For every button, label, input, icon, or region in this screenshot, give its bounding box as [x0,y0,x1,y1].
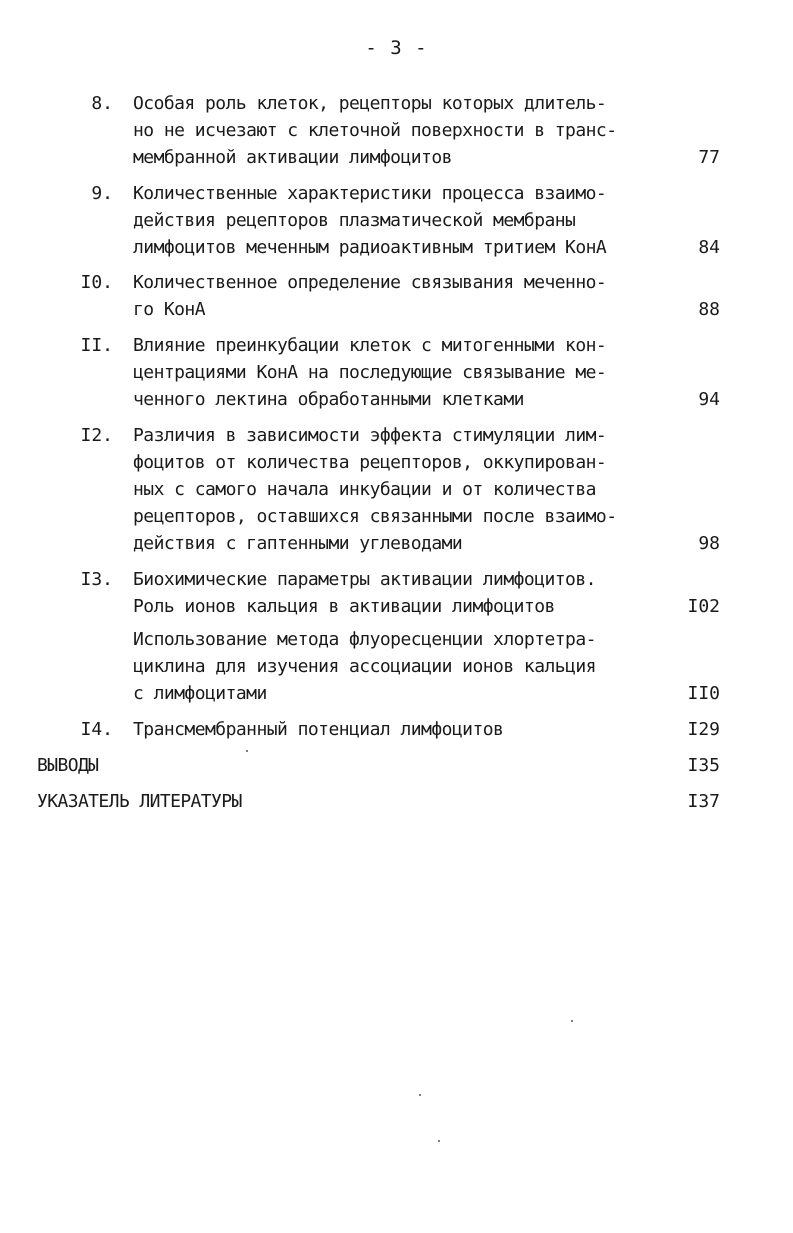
entry-line: Роль ионов кальция в активации лимфоцитов [133,596,555,617]
entry-number: I2. [80,425,113,446]
entry-line: центрациями КонА на последующие связывание ме- [133,362,607,383]
entry-line: ченного лектина обработанными клетками [133,389,524,410]
entry-title [133,180,653,261]
entry-title [133,422,653,557]
entry-page: I37 [687,791,720,812]
entry-page: 98 [698,533,720,554]
entry-line: но не исчезают с клеточной поверхности в транс- [133,120,617,141]
entry-number: I4. [80,719,113,740]
entry-line: го КонА [133,299,206,320]
entry-page: 88 [698,299,720,320]
entry-line: ных с самого начала инкубации и от количества [133,479,596,500]
scan-speck [438,1140,440,1142]
entry-number: I3. [80,569,113,590]
entry-page: 77 [698,147,720,168]
entry-title [133,269,653,323]
scan-speck [246,750,248,752]
entry-line: действия рецепторов плазматической мембраны [133,210,576,231]
entry-page: 94 [698,389,720,410]
entry-line: фоцитов от количества рецепторов, оккупирован- [133,452,607,473]
entry-title [133,90,653,171]
entry-line: мембранной активации лимфоцитов [133,147,452,168]
entry-page: I29 [687,719,720,740]
entry-number: II. [80,335,113,356]
entry-title [133,566,653,620]
entry-line: Количественные характеристики процесса взаимо- [133,183,607,204]
entry-page: I02 [687,596,720,617]
entry-line: циклина для изучения ассоциации ионов кальция [133,656,596,677]
scan-speck [571,1020,573,1022]
entry-line: Трансмембранный потенциал лимфоцитов [133,719,504,740]
section-label: ВЫВОДЫ [37,755,99,776]
entry-line: Количественное определение связывания меченно- [133,272,607,293]
page-number: - 3 - [365,37,428,59]
entry-title [133,626,653,707]
entry-page: II0 [687,683,720,704]
entry-line: действия с гаптенными углеводами [133,533,463,554]
entry-line: Биохимические параметры активации лимфоцитов. [133,569,596,590]
entry-page: I35 [687,755,720,776]
entry-line: с лимфоцитами [133,683,267,704]
scan-speck [419,1094,421,1096]
entry-number: I0. [80,272,113,293]
entry-line: лимфоцитов меченным радиоактивным тритием КонА [133,237,607,258]
section-label: УКАЗАТЕЛЬ ЛИТЕРАТУРЫ [37,791,242,812]
entry-title [133,716,653,743]
entry-line: Особая роль клеток, рецепторы которых длитель- [133,93,607,114]
entry-number: 9. [91,183,113,204]
entry-line: Использование метода флуоресценции хлортетра- [133,629,596,650]
entry-page: 84 [698,237,720,258]
entry-line: Влияние преинкубации клеток с митогенными кон- [133,335,607,356]
entry-line: Различия в зависимости эффекта стимуляции лим- [133,425,607,446]
entry-line: рецепторов, оставшихся связанными после взаимо- [133,506,617,527]
entry-title [133,332,653,413]
entry-number: 8. [91,93,113,114]
